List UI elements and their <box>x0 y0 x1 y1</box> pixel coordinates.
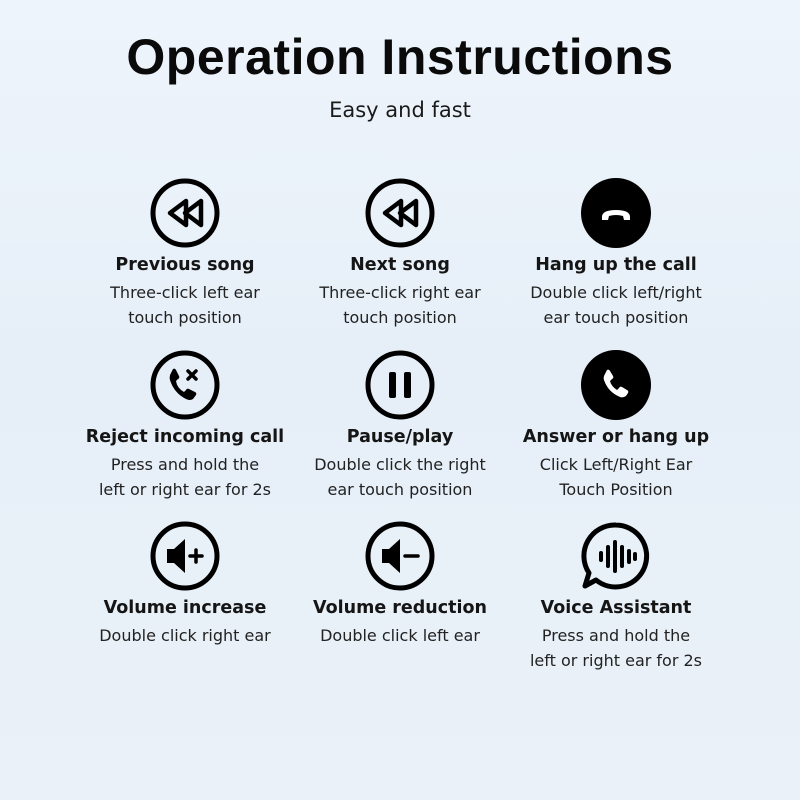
instruction-desc: Click Left/Right Ear Touch Position <box>539 455 693 499</box>
phone-icon <box>580 349 652 421</box>
instruction-previous-song <box>70 177 300 330</box>
volume-down-icon <box>364 520 436 592</box>
instruction-desc: Three-click left ear touch position <box>110 283 260 327</box>
instruction-hang-up-call <box>501 177 731 330</box>
instruction-desc: Double click left ear <box>320 626 480 645</box>
instruction-next-song <box>285 177 515 330</box>
pause-icon <box>364 349 436 421</box>
instruction-desc: Press and hold the left or right ear for 2s <box>98 455 272 499</box>
instruction-label: Volume reduction <box>313 598 487 618</box>
instruction-label: Previous song <box>115 255 255 275</box>
instruction-reject-call <box>70 349 300 502</box>
volume-up-icon <box>149 520 221 592</box>
reject-call-icon <box>149 349 221 421</box>
instruction-desc: Double click left/right ear touch position <box>530 283 702 327</box>
rewind-icon <box>364 177 436 249</box>
instruction-desc: Press and hold the left or right ear for 2s <box>529 626 703 670</box>
page-title: Operation Instructions <box>126 29 674 85</box>
instruction-label: Hang up the call <box>535 255 697 275</box>
instruction-label: Reject incoming call <box>85 427 285 447</box>
instruction-voice-assistant <box>501 520 731 673</box>
page-subtitle: Easy and fast <box>329 98 471 122</box>
instruction-volume-increase <box>70 520 300 648</box>
instruction-volume-reduction <box>285 520 515 648</box>
instruction-desc: Three-click right ear touch position <box>319 283 481 327</box>
instruction-desc: Double click the right ear touch position <box>314 455 486 499</box>
instruction-label: Answer or hang up <box>522 427 710 447</box>
instruction-label: Next song <box>350 255 450 275</box>
instruction-pause-play <box>285 349 515 502</box>
rewind-icon <box>149 177 221 249</box>
instruction-label: Pause/play <box>346 427 454 447</box>
instruction-desc: Double click right ear <box>99 626 271 645</box>
hang-up-phone-icon <box>580 177 652 249</box>
instruction-label: Volume increase <box>103 598 267 618</box>
voice-assistant-icon <box>580 520 652 592</box>
instruction-answer-hang-up <box>501 349 731 502</box>
instruction-label: Voice Assistant <box>540 598 692 618</box>
